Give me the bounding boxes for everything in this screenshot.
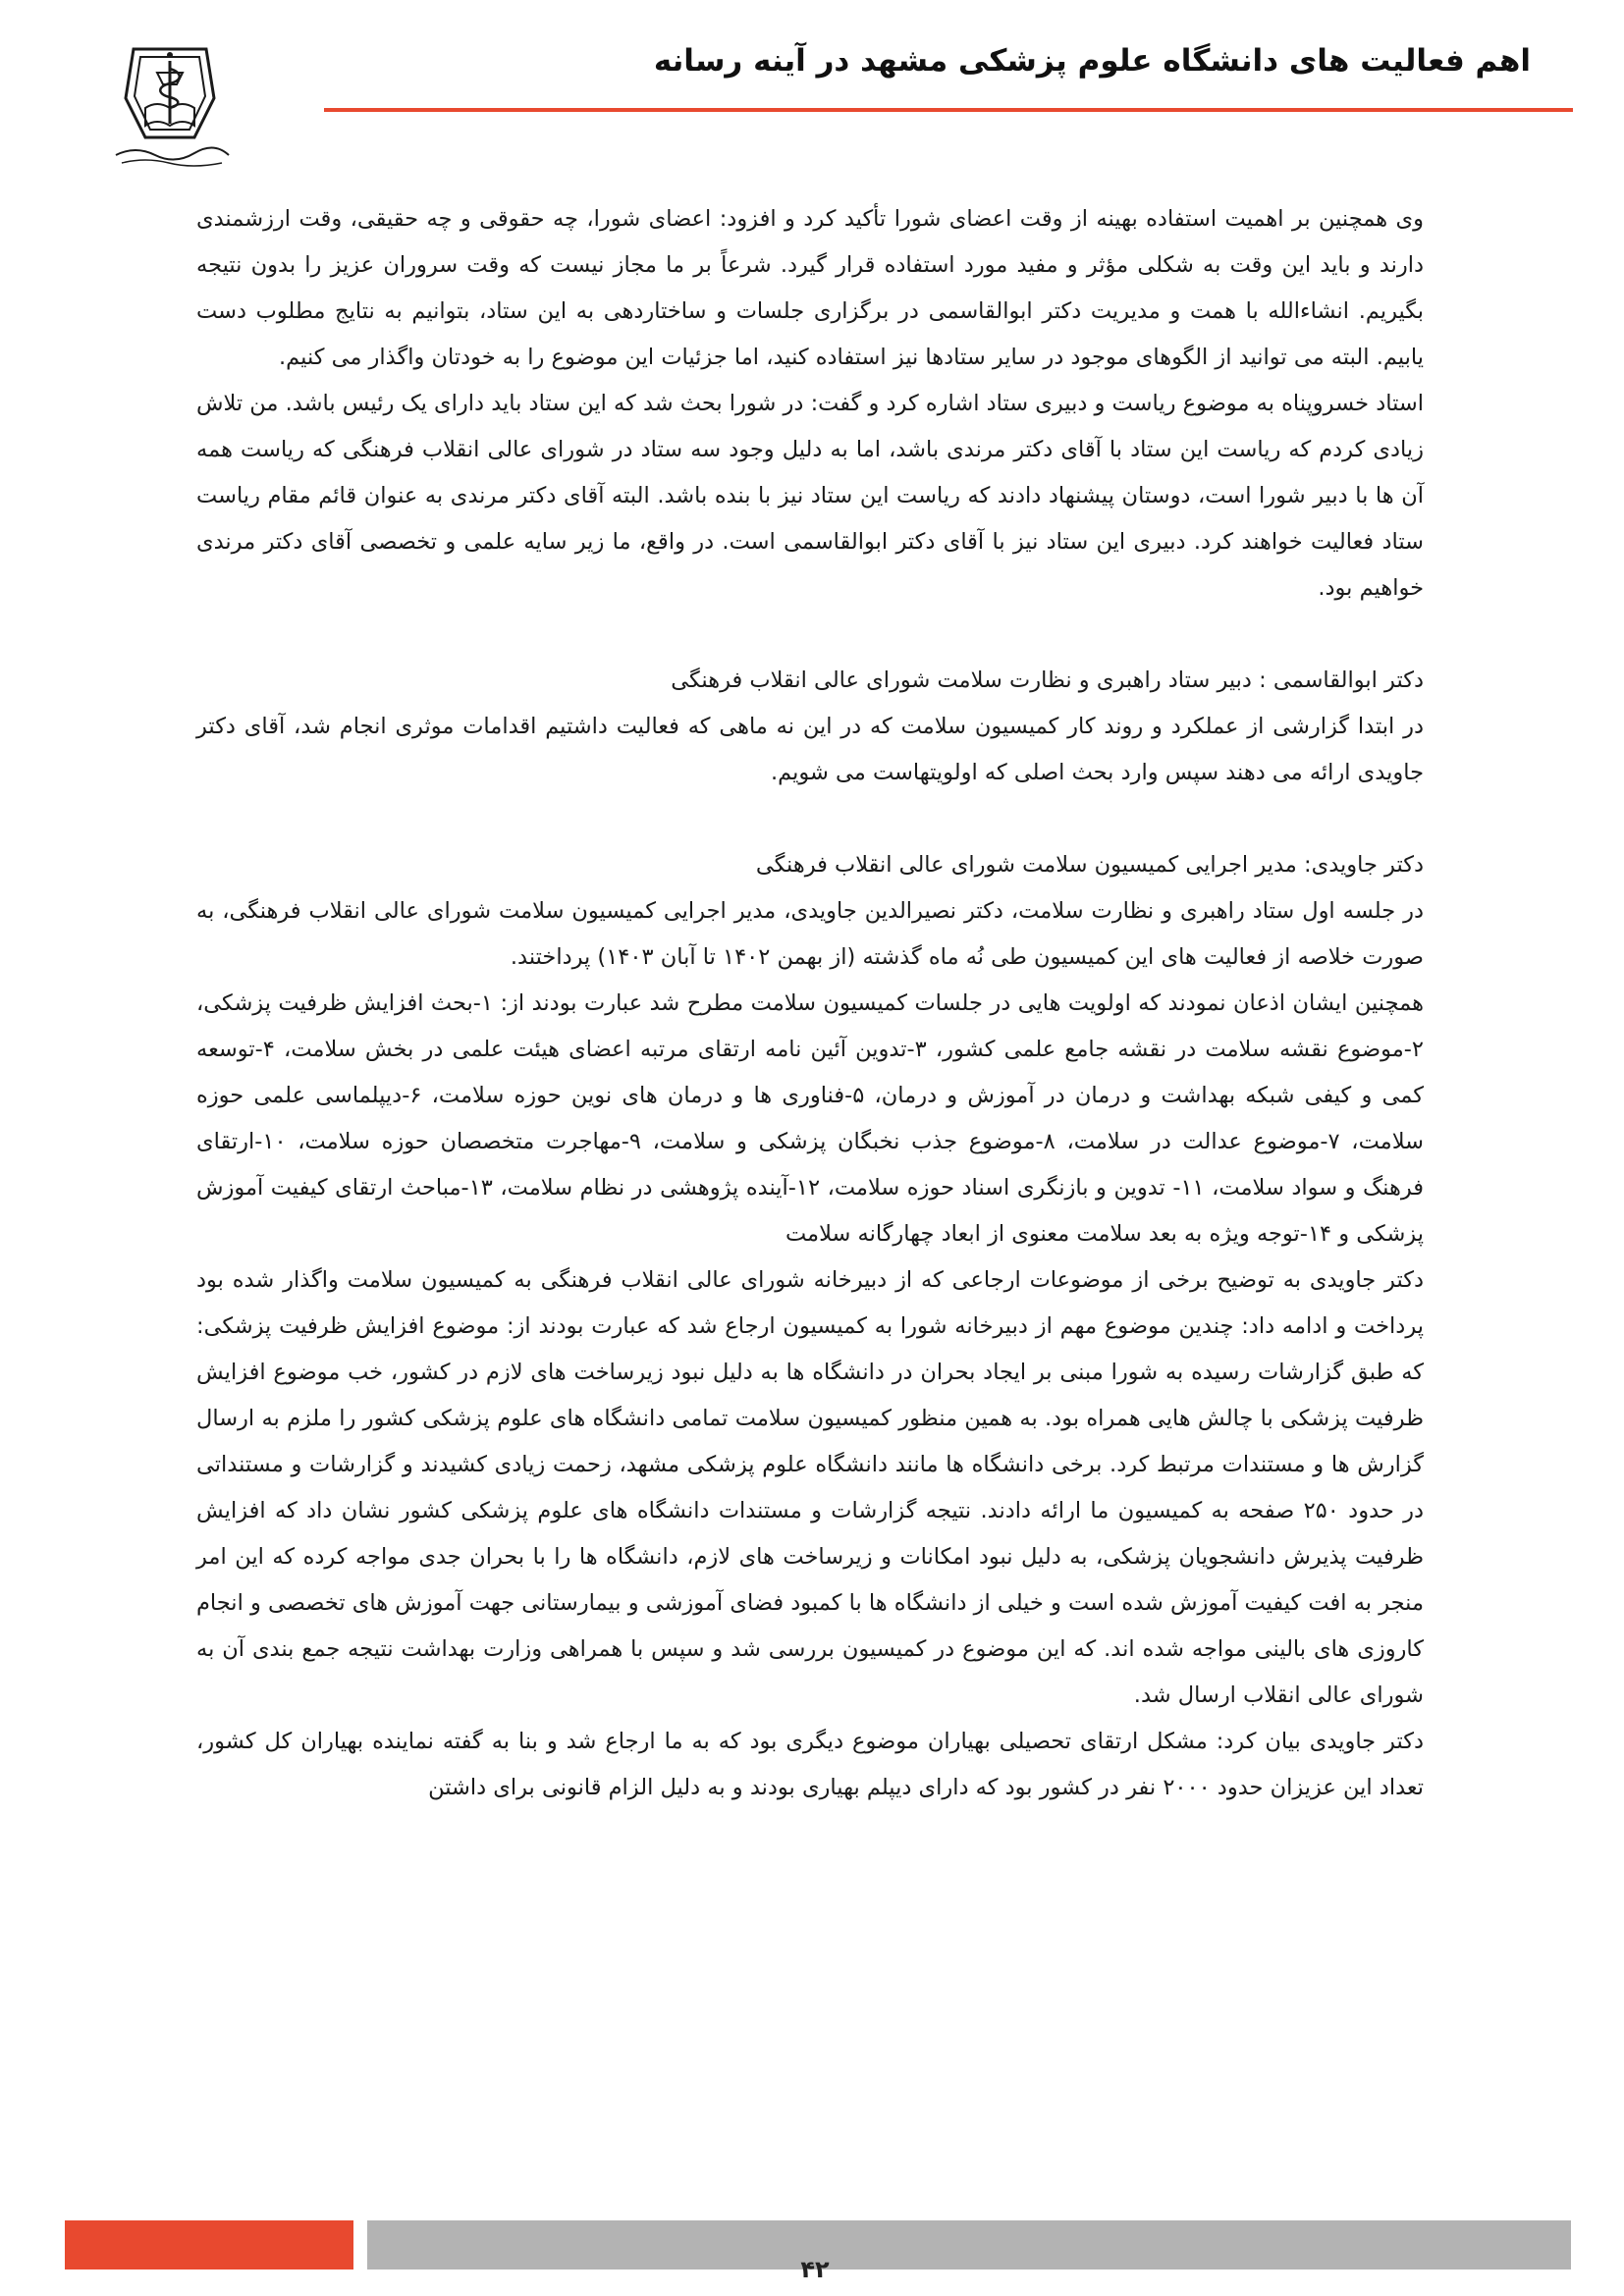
page-title: اهم فعالیت های دانشگاه علوم پزشکی مشهد در آینه رسانه	[653, 43, 1531, 79]
university-emblem-icon	[96, 39, 244, 177]
paragraph: در ابتدا گزارشی از عملکرد و روند کار کمیسیون سلامت که در این نه ماهی که فعالیت داشتیم اقدامات موثری انجام شد، آقای دکتر جاویدی ارائه می دهند سپس وارد بحث اصلی که اولویتهاست می شویم.	[196, 714, 1424, 785]
paragraph: استاد خسروپناه به موضوع ریاست و دبیری ستاد اشاره کرد و گفت: در شورا بحث شد که این ستاد باید دارای یک رئیس باشد. من تلاش زیادی کردم که ریاست این ستاد با آقای دکتر مرندی باشد، اما به دلیل وجود سه ستاد در شورای عالی انقلاب فرهنگی که ریاست همه آن ها با دبیر شورا است، دوستان پیشنهاد دادند که ریاست این ستاد نیز با بنده باشد. البته آقای دکتر مرندی به عنوان قائم مقام ریاست ستاد فعالیت خواهند کرد. دبیری این ستاد نیز با آقای دکتر ابوالقاسمی است. در واقع، ما زیر سایه علمی و تخصصی آقای دکتر مرندی خواهیم بود.	[196, 391, 1424, 601]
paragraph: دکتر جاویدی بیان کرد: مشکل ارتقای تحصیلی بهیاران موضوع دیگری بود که به ما ارجاع شد و بنا به گفته نماینده بهیاران کل کشور، تعداد این عزیزان حدود ۲۰۰۰ نفر در کشور بود که دارای دیپلم بهیاری بودند و به دلیل الزام قانونی برای داشتن	[196, 1729, 1424, 1800]
footer-accent-bar	[65, 2220, 353, 2269]
speaker-heading: دکتر ابوالقاسمی : دبیر ستاد راهبری و نظارت سلامت شورای عالی انقلاب فرهنگی	[671, 667, 1424, 693]
paragraph-gap	[196, 796, 1424, 842]
header-divider	[324, 108, 1573, 112]
footer-gray-bar	[367, 2220, 1571, 2269]
paragraph: همچنین ایشان اذعان نمودند که اولویت هایی در جلسات کمیسیون سلامت مطرح شد عبارت بودند از: ۱-بحث افزایش ظرفیت پزشکی، ۲-موضوع نقشه سلامت در نقشه جامع علمی کشور، ۳-تدوین آئین نامه ارتقای مرتبه اعضای هیئت علمی در بخش سلامت، ۴-توسعه کمی و کیفی شبکه بهداشت و درمان در آموزش و درمان، ۵-فناوری ها و درمان های نوین حوزه سلامت، ۶-دیپلماسی علمی حوزه سلامت، ۷-موضوع عدالت در سلامت، ۸-موضوع جذب نخبگان پزشکی و سلامت، ۹-مهاجرت متخصصان حوزه سلامت، ۱۰-ارتقای فرهنگ و سواد سلامت، ۱۱- تدوین و بازنگری اسناد حوزه سلامت، ۱۲-آینده پژوهشی در نظام سلامت، ۱۳-مباحث ارتقای کیفیت آموزش پزشکی و ۱۴-توجه ویژه به بعد سلامت معنوی از ابعاد چهارگانه سلامت	[196, 990, 1425, 1247]
speaker-heading: دکتر جاویدی: مدیر اجرایی کمیسیون سلامت شورای عالی انقلاب فرهنگی	[755, 852, 1424, 878]
article-body	[196, 196, 1424, 1811]
university-logo	[96, 39, 244, 177]
paragraph: وی همچنین بر اهمیت استفاده بهینه از وقت اعضای شورا تأکید کرد و افزود: اعضای شورا، چه حقوقی و چه حقیقی، وقت ارزشمندی دارند و باید این وقت به شکلی مؤثر و مفید مورد استفاده قرار گیرد. شرعاً بر ما مجاز نیست که وقت سروران عزیز را بدون نتیجه بگیریم. انشاءالله با همت و مدیریت دکتر ابوالقاسمی در برگزاری جلسات و ساختاردهی به این ستاد، بتوانیم به نتایج مطلوب دست یابیم. البته می توانید از الگوهای موجود در سایر ستادها نیز استفاده کنید، اما جزئیات این موضوع را به خودتان واگذار می کنیم.	[196, 206, 1424, 370]
paragraph: در جلسه اول ستاد راهبری و نظارت سلامت، دکتر نصیرالدین جاویدی، مدیر اجرایی کمیسیون سلامت شورای عالی انقلاب فرهنگی، به صورت خلاصه از فعالیت های این کمیسیون طی نُه ماه گذشته (از بهمن ۱۴۰۲ تا آبان ۱۴۰۳) پرداختند.	[196, 898, 1424, 970]
paragraph: دکتر جاویدی به توضیح برخی از موضوعات ارجاعی که از دبیرخانه شورای عالی انقلاب فرهنگی به کمیسیون سلامت واگذار شده بود پرداخت و ادامه داد: چندین موضوع مهم از دبیرخانه شورا به کمیسیون ارجاع شد که عبارت بودند از: موضوع افزایش ظرفیت پزشکی: که طبق گزارشات رسیده به شورا مبنی بر ایجاد بحران در دانشگاه ها به دلیل نبود زیرساخت های لازم در کشور، خب موضوع افزایش ظرفیت پزشکی با چالش هایی همراه بود. به همین منظور کمیسیون سلامت تمامی دانشگاه های علوم پزشکی کشور را ملزم به ارسال گزارش ها و مستندات مرتبط کرد. برخی دانشگاه ها مانند دانشگاه علوم پزشکی مشهد، زحمت زیادی کشیدند و گزارشات و مستنداتی در حدود ۲۵۰ صفحه به کمیسیون ما ارائه دادند. نتیجه گزارشات و مستندات دانشگاه های علوم پزشکی کشور نشان داد که افزایش ظرفیت پذیرش دانشجویان پزشکی، به دلیل نبود امکانات و زیرساخت های لازم، دانشگاه ها را با بحران جدی مواجه کرده که این امر منجر به افت کیفیت آموزش شده است و خیلی از دانشگاه ها با کمبود فضای آموزشی و بیمارستانی جهت آموزش های تخصصی و انجام کاروزی های بالینی مواجه شده اند. که این موضوع در کمیسیون بررسی شد و سپس با همراهی وزارت بهداشت نتیجه جمع بندی آن به شورای عالی انقلاب ارسال شد.	[196, 1267, 1425, 1708]
page-number: ۴۲	[800, 2256, 830, 2283]
paragraph-gap	[196, 612, 1424, 658]
